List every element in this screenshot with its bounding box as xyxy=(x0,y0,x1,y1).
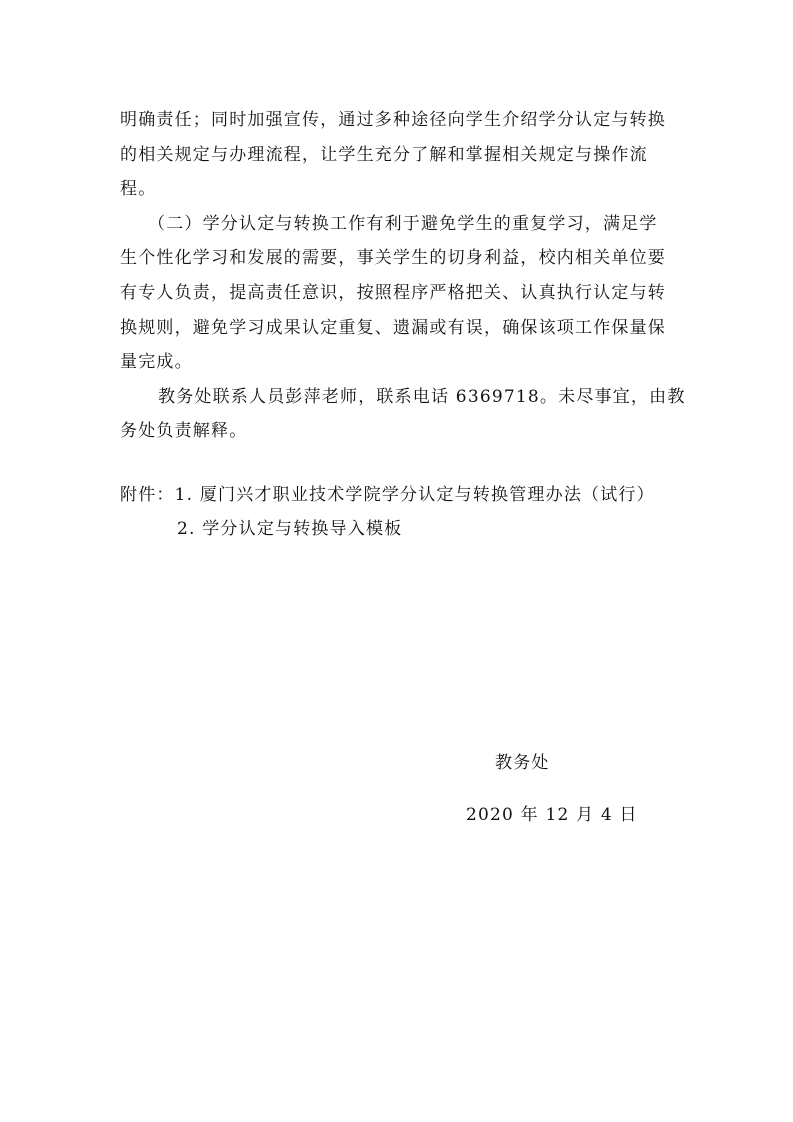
body-text-line: 程。 xyxy=(120,179,157,199)
body-text-line: 有专人负责，提高责任意识，按照程序严格把关、认真执行认定与转 xyxy=(120,283,666,303)
body-text-line: 明确责任；同时加强宣传，通过多种途径向学生介绍学分认定与转换 xyxy=(120,110,666,130)
issue-date: 2020 年 12 月 4 日 xyxy=(466,805,638,825)
body-text-line: （二）学分认定与转换工作有利于避免学生的重复学习，满足学 xyxy=(148,214,658,234)
body-text-line: 换规则，避免学习成果认定重复、遗漏或有误，确保该项工作保量保 xyxy=(120,318,666,338)
body-text-line: 的相关规定与办理流程，让学生充分了解和掌握相关规定与操作流 xyxy=(120,145,648,165)
body-text-line: 生个性化学习和发展的需要，事关学生的切身利益，校内相关单位要 xyxy=(120,248,666,268)
attachment-item: 2. 学分认定与转换导入模板 xyxy=(177,519,403,539)
attachment-item: 附件：1. 厦门兴才职业技术学院学分认定与转换管理办法（试行） xyxy=(120,485,655,505)
issuer-signature: 教务处 xyxy=(495,753,550,773)
body-text-line: 量完成。 xyxy=(120,352,193,372)
contact-line: 务处负责解释。 xyxy=(120,421,248,441)
contact-line: 教务处联系人员彭萍老师，联系电话 6369718。未尽事宜，由教 xyxy=(158,387,686,407)
